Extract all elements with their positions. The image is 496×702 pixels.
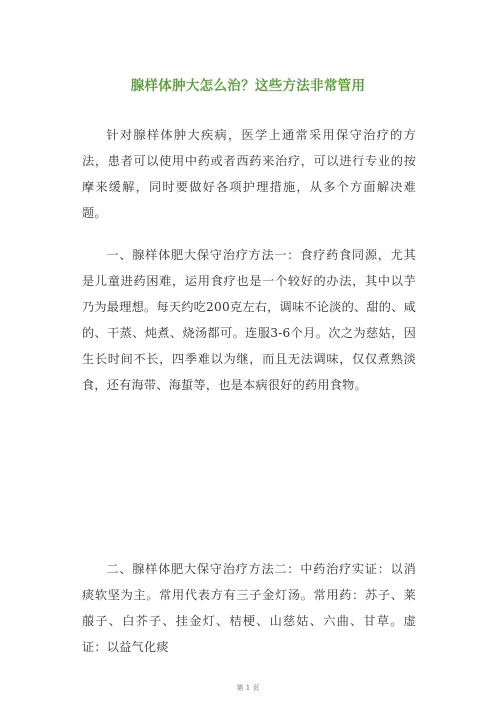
page-number: 第 1 页 <box>236 684 260 692</box>
paragraph-intro: 针对腺样体肿大疾病，医学上通常采用保守治疗的方法，患者可以使用中药或者西药来治疗，可以进行专业的按摩来缓解，同时要做好各项护理措施，从多个方面解决难题。 <box>82 128 416 220</box>
document-title: 腺样体肿大怎么治？这些方法非常管用 <box>130 78 366 94</box>
paragraph-method-one: 一、腺样体肥大保守治疗方法一：食疗药食同源，尤其是儿童进药困难，运用食疗也是一个较好的办法，其中以芋乃为最理想。每天约吃200克左右，调味不论淡的、甜的、咸的、干蒸、炖煮、烧汤都可。连服3-6个月。次之为慈姑，因生长时间不长，四季难以为继，而且无法调味，仅仅煮熟淡食，还有海带、海蜇等，也是本病很好的药用食物。 <box>82 248 416 392</box>
paragraph-method-two: 二、腺样体肥大保守治疗方法二：中药治疗实证：以消痰软坚为主。常用代表方有三子金灯汤。常用药：苏子、莱菔子、白芥子、挂金灯、桔梗、山慈姑、六曲、甘草。虚证：以益气化痰 <box>82 562 416 654</box>
